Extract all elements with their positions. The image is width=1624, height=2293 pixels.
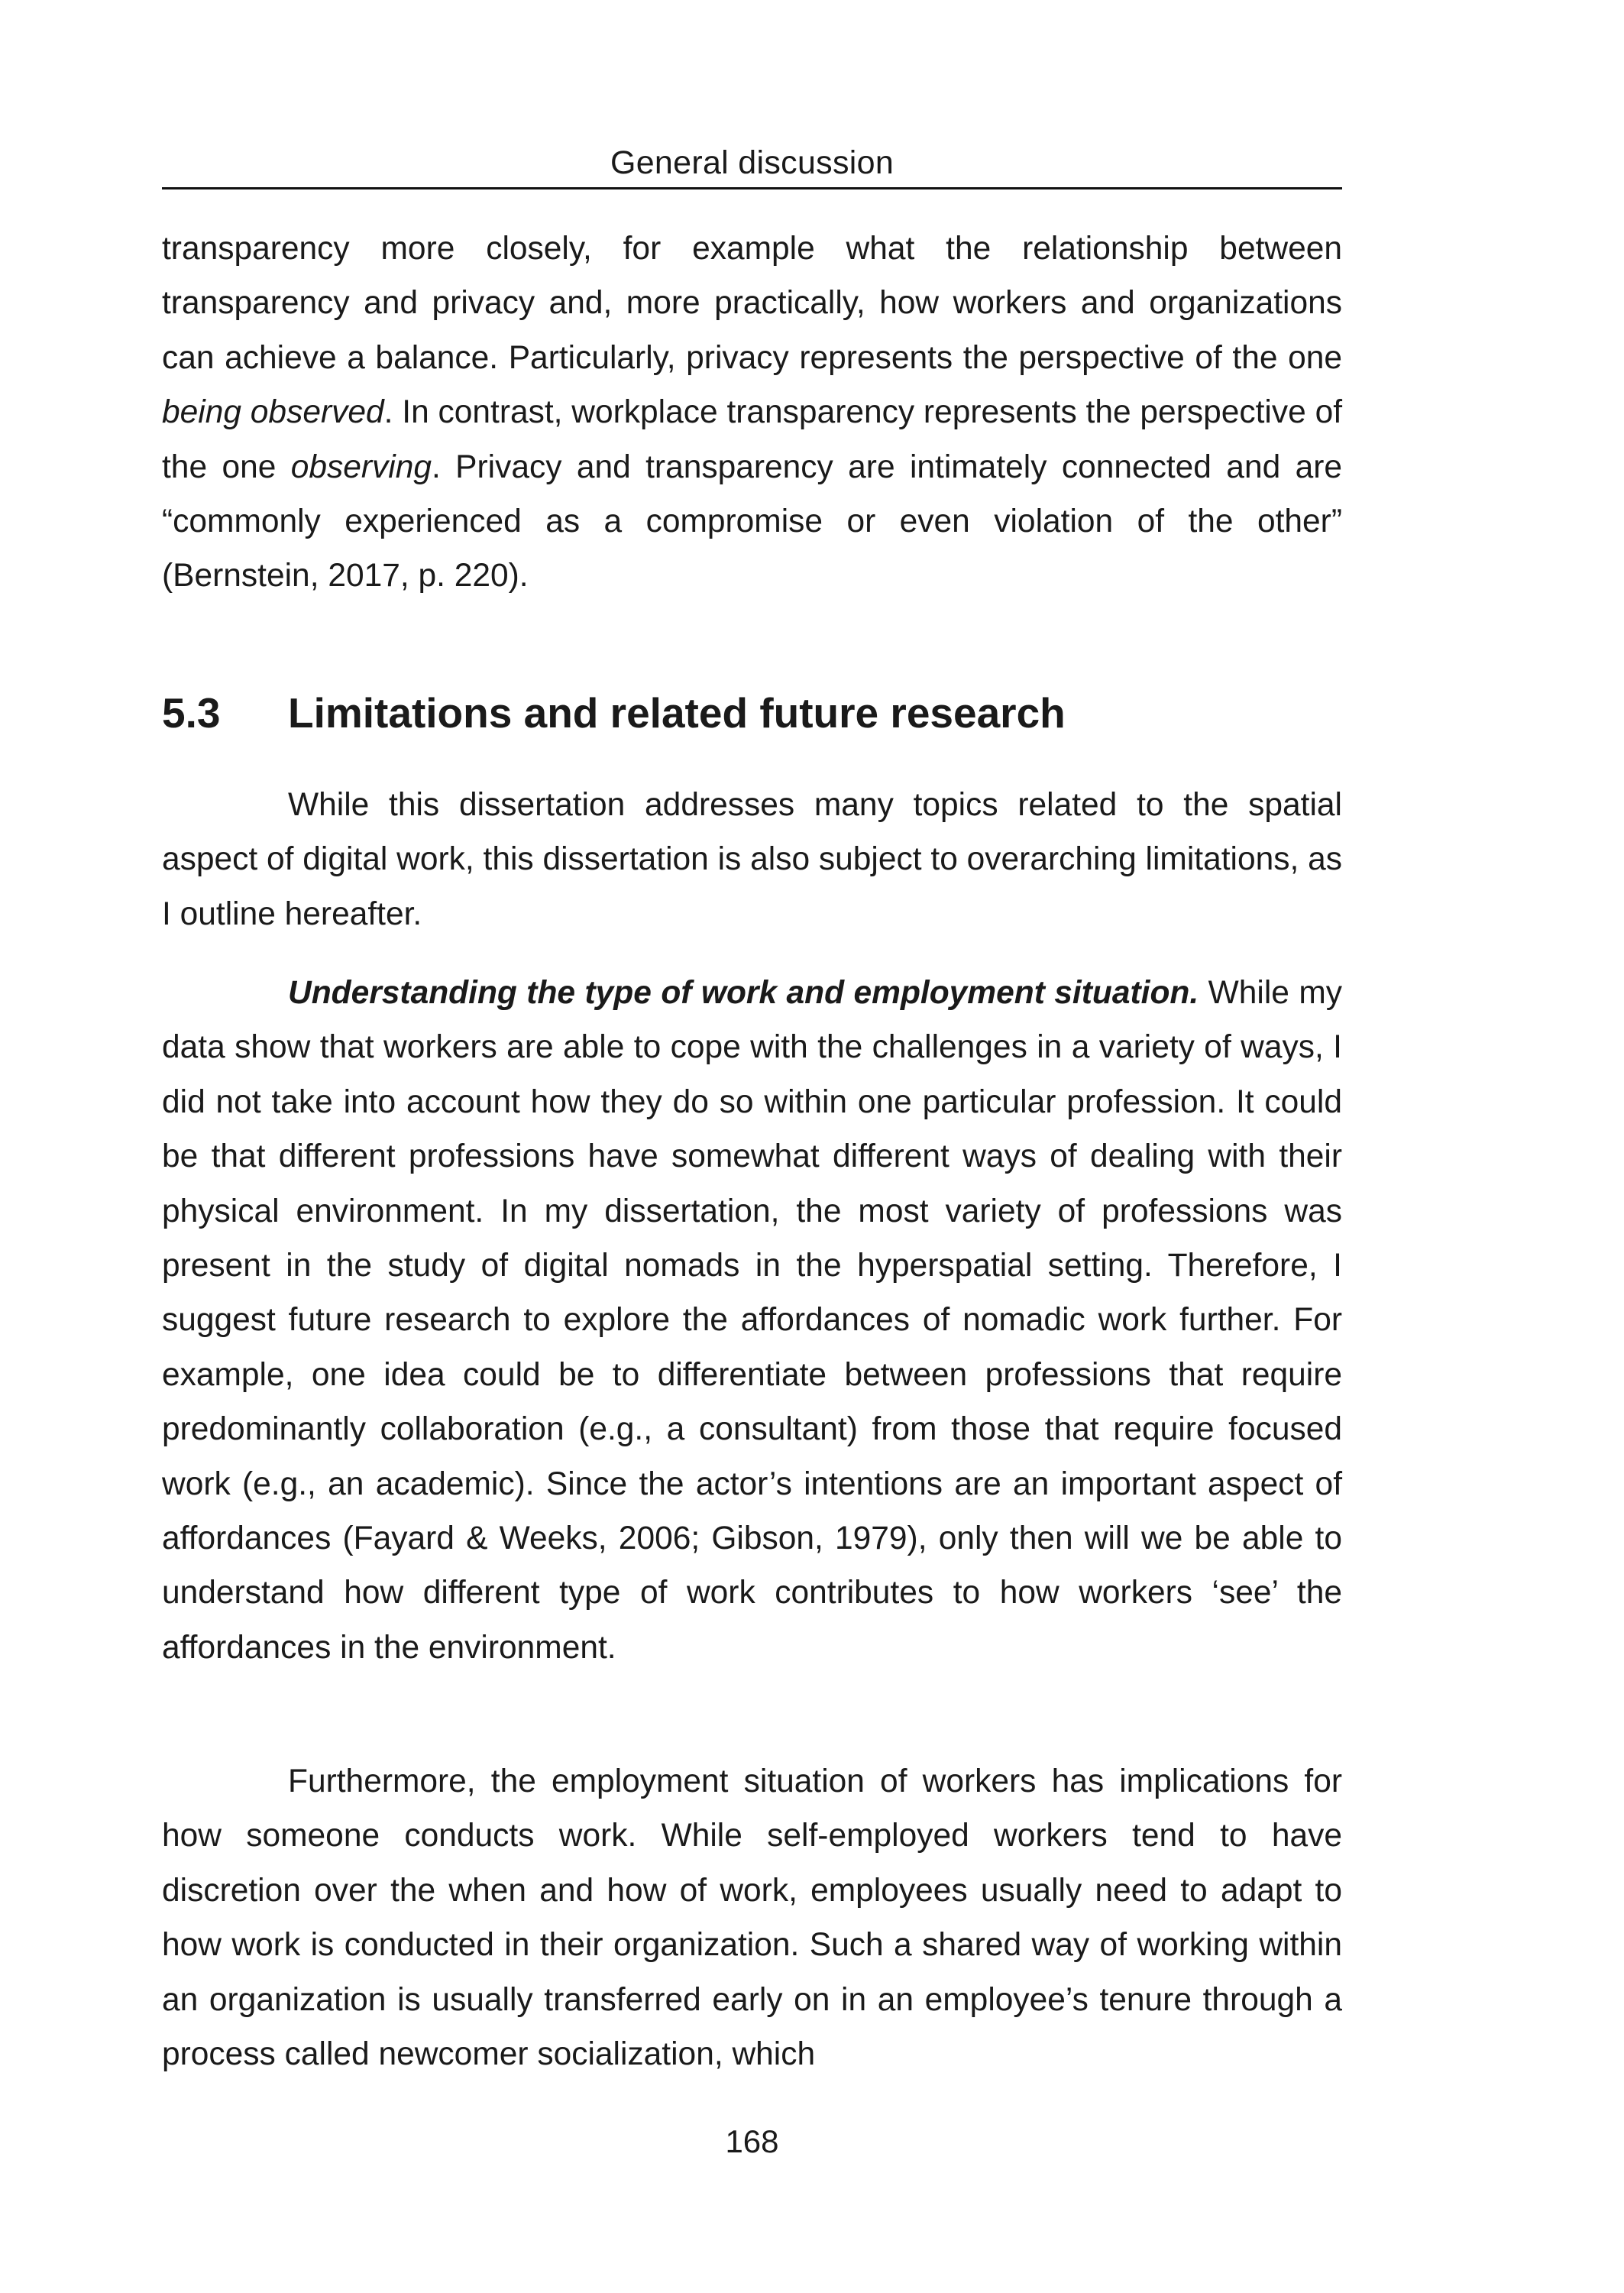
paragraph-limitations-intro: While this dissertation addresses many topics related to the spatial aspect of digital work, this dissertation is also subject to overarching limitations, as I outline hereafter. [162, 787, 1342, 932]
paragraph-type-of-work [162, 966, 1342, 1675]
section-number: 5.3 [162, 689, 221, 737]
document-page [162, 0, 1342, 2293]
paragraph-text: . In contrast, workplace transparency represents the perspective of the one [162, 394, 1343, 485]
paragraph-transparency-privacy [162, 222, 1342, 604]
page-number: 168 [725, 2123, 779, 2159]
paragraph-text: transparency more closely, for example what the relationship between transparency and privacy and, more practically, how workers and organizations can achieve a balance. Particularly, privacy represents the perspective of the one [162, 231, 1342, 376]
paragraph-employment-situation: Furthermore, the employment situation of workers has implications for how someone conducts work. While self-employed workers tend to have discretion over the when and how of work, employees usually need to adapt to how work is conducted in their organization. Such a shared way of working within an organization is usually transferred early on in an employee’s tenure through a process called newcomer socialization, which [162, 1763, 1342, 2073]
running-header: General discussion [610, 144, 894, 181]
paragraph-text: While my data show that workers are able to cope with the challenges in a variety of ways, I did not take into account how they do so within one particular profession. It could be that different professions have somewhat different ways of dealing with their physical environment. In my dissertation, the most variety of professions was present in the study of digital nomads in the hyperspatial setting. Therefore, I suggest future research to explore the affordances of nomadic work further. For example, one idea could be to differentiate between professions that require predominantly collaboration (e.g., a consultant) from those that require focused work (e.g., an academic). Since the actor’s intentions are an important aspect of affordances (Fayard & Weeks, 2006; Gibson, 1979), only then will we be able to understand how different type of work contributes to how workers ‘see’ the affordances in the environment. [162, 975, 1343, 1666]
section-title: Limitations and related future research [288, 689, 1066, 737]
section-heading [162, 686, 1342, 740]
emphasis-being-observed: being observed [162, 394, 384, 431]
header-rule [162, 187, 1342, 189]
paragraph-text: . Privacy and transparency are intimately connected and are “commonly experienced as a compromise or even violation of the other” (Bernstein, 2017, p. 220). [162, 449, 1342, 594]
run-in-heading: Understanding the type of work and employment situation. [288, 975, 1199, 1011]
emphasis-observing: observing [290, 449, 432, 485]
